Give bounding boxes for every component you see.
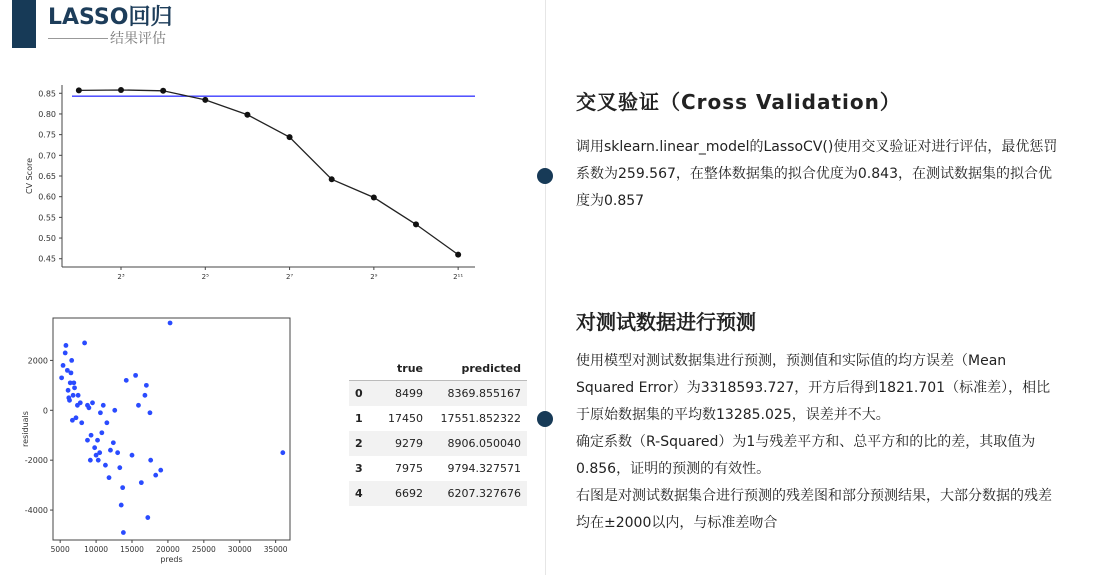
table-row — [349, 456, 527, 481]
table-row — [349, 381, 527, 407]
y-axis-label: CV Score — [25, 157, 34, 195]
residual-point — [143, 393, 148, 398]
table-row — [349, 431, 527, 456]
residual-point — [280, 450, 285, 455]
y-tick-label: 0.60 — [38, 192, 56, 202]
residual-point — [95, 438, 100, 443]
row-index: 1 — [355, 412, 363, 425]
residual-point — [92, 445, 97, 450]
residual-point — [98, 410, 103, 415]
table-header-index — [349, 356, 377, 381]
true-value: 6692 — [377, 481, 429, 506]
x-tick-label: 2¹¹ — [453, 273, 464, 281]
residual-point — [99, 430, 104, 435]
residual-point — [90, 400, 95, 405]
residual-point — [111, 440, 116, 445]
page-subtitle: 结果评估 — [110, 31, 166, 47]
residual-point — [117, 465, 122, 470]
residual-point — [112, 408, 117, 413]
x-tick-label: 2⁹ — [370, 273, 378, 281]
predicted-value: 6207.327676 — [429, 481, 527, 506]
header-accent-bar — [12, 0, 36, 48]
residual-point — [103, 463, 108, 468]
x-axis-label: preds — [160, 555, 183, 564]
residual-point — [96, 458, 101, 463]
residual-point — [71, 380, 76, 385]
y-tick-label: 0.65 — [38, 172, 56, 181]
table-header-predicted: predicted — [429, 356, 527, 381]
predicted-value: 8906.050040 — [429, 431, 527, 456]
section-body-prediction-r2: 确定系数（R-Squared）为1与残差平方和、总平方和的比的差，其取值为0.856，证明的预测的有效性。 — [576, 434, 1036, 477]
page-title: LASSO回归 — [48, 5, 173, 30]
x-tick-label: 2⁷ — [285, 273, 294, 281]
cv-score-chart — [20, 75, 490, 290]
x-tick-label: 20000 — [155, 545, 180, 554]
residual-point — [74, 415, 79, 420]
residual-point — [115, 450, 120, 455]
residual-point — [69, 370, 74, 375]
residual-point — [119, 503, 124, 508]
table-header-true: true — [377, 356, 429, 381]
residual-point — [71, 393, 76, 398]
true-value: 7975 — [395, 462, 423, 475]
table-header-row — [349, 356, 527, 381]
prediction-table — [349, 356, 527, 506]
residual-point — [107, 475, 112, 480]
cv-score-point — [244, 112, 250, 118]
y-tick-label: 0.80 — [38, 109, 56, 119]
row-index: 2 — [349, 431, 377, 456]
x-tick-label: 30000 — [227, 545, 252, 554]
cv-score-point — [76, 87, 82, 93]
y-tick-label: 0.50 — [38, 234, 56, 244]
section-title-prediction: 对测试数据进行预测 — [576, 310, 756, 334]
cv-score-point — [413, 221, 419, 227]
residual-point — [87, 405, 92, 410]
residual-point — [139, 480, 144, 485]
x-tick-label: 10000 — [84, 545, 109, 554]
row-index: 4 — [349, 481, 377, 506]
residual-point — [88, 458, 93, 463]
residual-point — [121, 530, 126, 535]
true-value: 9279 — [377, 431, 429, 456]
timeline-dot — [537, 168, 553, 184]
cv-score-point — [329, 176, 335, 182]
row-index: 3 — [355, 462, 363, 475]
residual-point — [124, 378, 129, 383]
predicted-value: 8369.855167 — [429, 381, 527, 407]
predicted-value: 9794.327571 — [447, 462, 521, 475]
timeline-dot — [537, 411, 553, 427]
y-tick-label: -2000 — [24, 456, 48, 466]
row-index: 0 — [349, 381, 377, 407]
vertical-divider — [545, 0, 546, 575]
x-tick-label: 35000 — [263, 545, 288, 554]
residual-point — [101, 403, 106, 408]
y-tick-label: 0.45 — [38, 254, 56, 264]
cv-score-point — [202, 97, 208, 103]
x-tick-label: 25000 — [191, 545, 216, 554]
y-tick-label: 0 — [42, 406, 48, 416]
residual-point — [133, 373, 138, 378]
y-tick-label: 0.55 — [38, 213, 56, 223]
residual-point — [145, 515, 150, 520]
residual-point — [82, 341, 87, 346]
section-body-prediction-mse: 使用模型对测试数据集进行预测，预测值和实际值的均方误差（Mean Squared Error）为3318593.727，开方后得到1821.701（标准差），相比于原始数据集的平均数13285.025，误差并不大。 — [576, 353, 1051, 423]
y-tick-label: 2000 — [27, 356, 48, 366]
table-row — [349, 481, 527, 506]
true-value: 8499 — [377, 381, 429, 407]
plot-frame — [53, 318, 290, 540]
residual-point — [67, 398, 72, 403]
residual-point — [79, 420, 84, 425]
residual-point — [69, 358, 74, 363]
y-tick-label: 0.70 — [38, 151, 56, 161]
residual-point — [108, 448, 113, 453]
residual-point — [78, 400, 83, 405]
x-tick-label: 15000 — [120, 545, 144, 554]
true-value: 17450 — [388, 412, 423, 425]
x-tick-label: 5000 — [50, 545, 70, 554]
y-axis-label: residuals — [21, 411, 30, 447]
residual-point — [153, 473, 158, 478]
residual-point — [158, 468, 163, 473]
cv-score-point — [371, 195, 377, 201]
residual-point — [64, 343, 69, 348]
residual-point — [97, 450, 102, 455]
residual-point — [148, 458, 153, 463]
residual-point — [63, 351, 68, 356]
table-row — [349, 406, 527, 431]
cv-score-point — [287, 134, 293, 140]
subtitle-rule — [48, 38, 108, 39]
cv-score-point — [455, 252, 461, 258]
residual-point — [89, 433, 94, 438]
residual-point — [66, 388, 71, 393]
residual-point — [61, 363, 66, 368]
cv-score-line — [79, 90, 458, 255]
residual-point — [120, 485, 125, 490]
y-tick-label: 0.85 — [38, 89, 56, 99]
x-tick-label: 2⁵ — [201, 273, 209, 281]
cv-score-point — [160, 88, 166, 94]
predicted-value: 17551.852322 — [440, 412, 521, 425]
cv-score-point — [118, 87, 124, 93]
residual-point — [72, 385, 77, 390]
residual-point — [136, 403, 141, 408]
y-tick-label: 0.75 — [38, 130, 56, 140]
residual-point — [85, 438, 90, 443]
x-tick-label: 2³ — [117, 273, 125, 281]
y-tick-label: -4000 — [24, 506, 48, 516]
section-title-cross-validation: 交叉验证（Cross Validation） — [576, 90, 901, 114]
residual-point — [76, 393, 81, 398]
section-body-cross-validation: 调用sklearn.linear_model的LassoCV()使用交叉验证对进行评估，最优惩罚系数为259.567，在整体数据集的拟合优度为0.843，在测试数据集的拟合优度为0.857 — [576, 139, 1058, 209]
section-body-prediction-residuals: 右图是对测试数据集合进行预测的残差图和部分预测结果，大部分数据的残差均在±2000以内，与标准差吻合 — [576, 488, 1052, 531]
residual-point — [168, 321, 173, 326]
residual-point — [148, 410, 153, 415]
residual-point — [104, 420, 109, 425]
residual-point — [59, 375, 64, 380]
residual-point — [130, 453, 135, 458]
residual-point — [144, 383, 149, 388]
residual-scatter-chart — [20, 308, 310, 570]
